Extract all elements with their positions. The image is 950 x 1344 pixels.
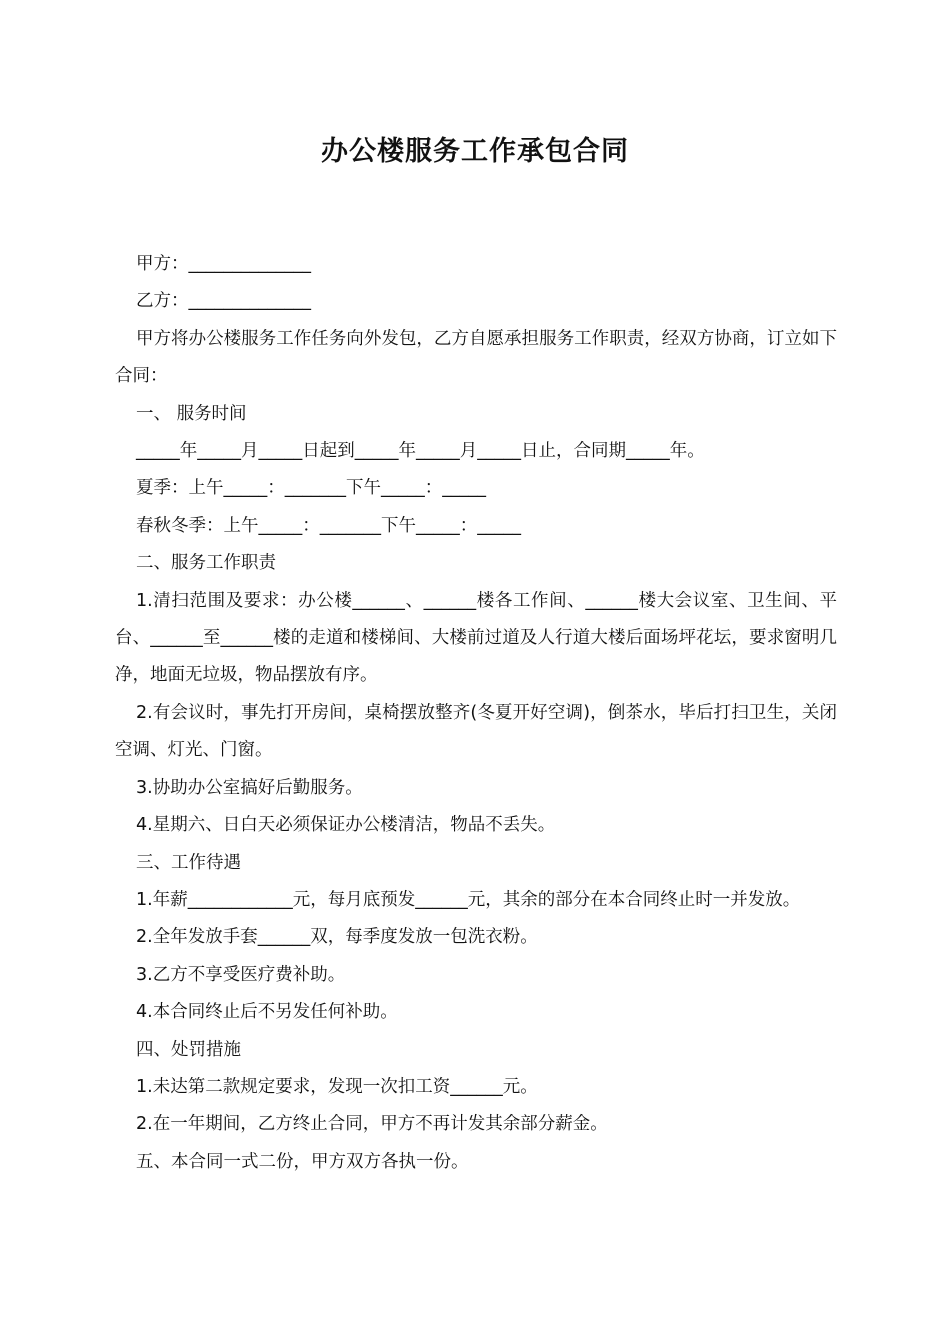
penalty-item-2: 2.在一年期间，乙方终止合同，甲方不再计发其余部分薪金。 bbox=[136, 1114, 608, 1135]
benefit-item-3: 3.乙方不享受医疗费补助。 bbox=[136, 964, 346, 985]
summer-hours-line: 夏季：上午_____：_______下午_____：_____ bbox=[136, 478, 486, 499]
section-heading-duties: 二、服务工作职责 bbox=[136, 553, 276, 574]
penalty-item-1: 1.未达第二款规定要求，发现一次扣工资______元。 bbox=[136, 1076, 538, 1097]
document-body bbox=[115, 246, 837, 1181]
duty-item-4: 4.星期六、日白天必须保证办公楼清洁，物品不丢失。 bbox=[136, 815, 556, 836]
other-season-hours-line: 春秋冬季：上午_____：_______下午_____：_____ bbox=[136, 515, 521, 536]
duty-item-3: 3.协助办公室搞好后勤服务。 bbox=[136, 777, 363, 798]
section-heading-service-time: 一、 服务时间 bbox=[136, 403, 247, 424]
section-heading-penalties: 四、处罚措施 bbox=[136, 1039, 241, 1060]
party-a-line: 甲方：______________ bbox=[136, 254, 311, 274]
party-b-line: 乙方：______________ bbox=[136, 291, 311, 312]
contract-period-line: _____年_____月_____日起到_____年_____月_____日止，合同期_____年。 bbox=[136, 441, 705, 462]
intro-paragraph: 甲方将办公楼服务工作任务向外发包，乙方自愿承担服务工作职责，经双方协商，订立如下合同： bbox=[115, 328, 837, 387]
section-heading-benefits: 三、工作待遇 bbox=[136, 852, 241, 873]
section-copies: 五、本合同一式二份，甲方双方各执一份。 bbox=[136, 1151, 469, 1172]
document-title: 办公楼服务工作承包合同 bbox=[321, 136, 629, 167]
benefit-item-2: 2.全年发放手套______双，每季度发放一包洗衣粉。 bbox=[136, 927, 538, 948]
benefit-item-4: 4.本合同终止后不另发任何补助。 bbox=[136, 1002, 398, 1023]
duty-item-1: 1.清扫范围及要求：办公楼______、______楼各工作间、______楼大会议室、卫生间、平台、______至______楼的走道和楼梯间、大楼前过道及人行道大楼后面场坪花坛，要求窗明几净，地面无垃圾，物品摆放有序。 bbox=[115, 590, 837, 686]
duty-item-2: 2.有会议时，事先打开房间，桌椅摆放整齐(冬夏开好空调)，倒茶水，毕后打扫卫生，关闭空调、灯光、门窗。 bbox=[115, 702, 837, 761]
benefit-item-1: 1.年薪____________元，每月底预发______元，其余的部分在本合同终止时一并发放。 bbox=[136, 889, 801, 910]
